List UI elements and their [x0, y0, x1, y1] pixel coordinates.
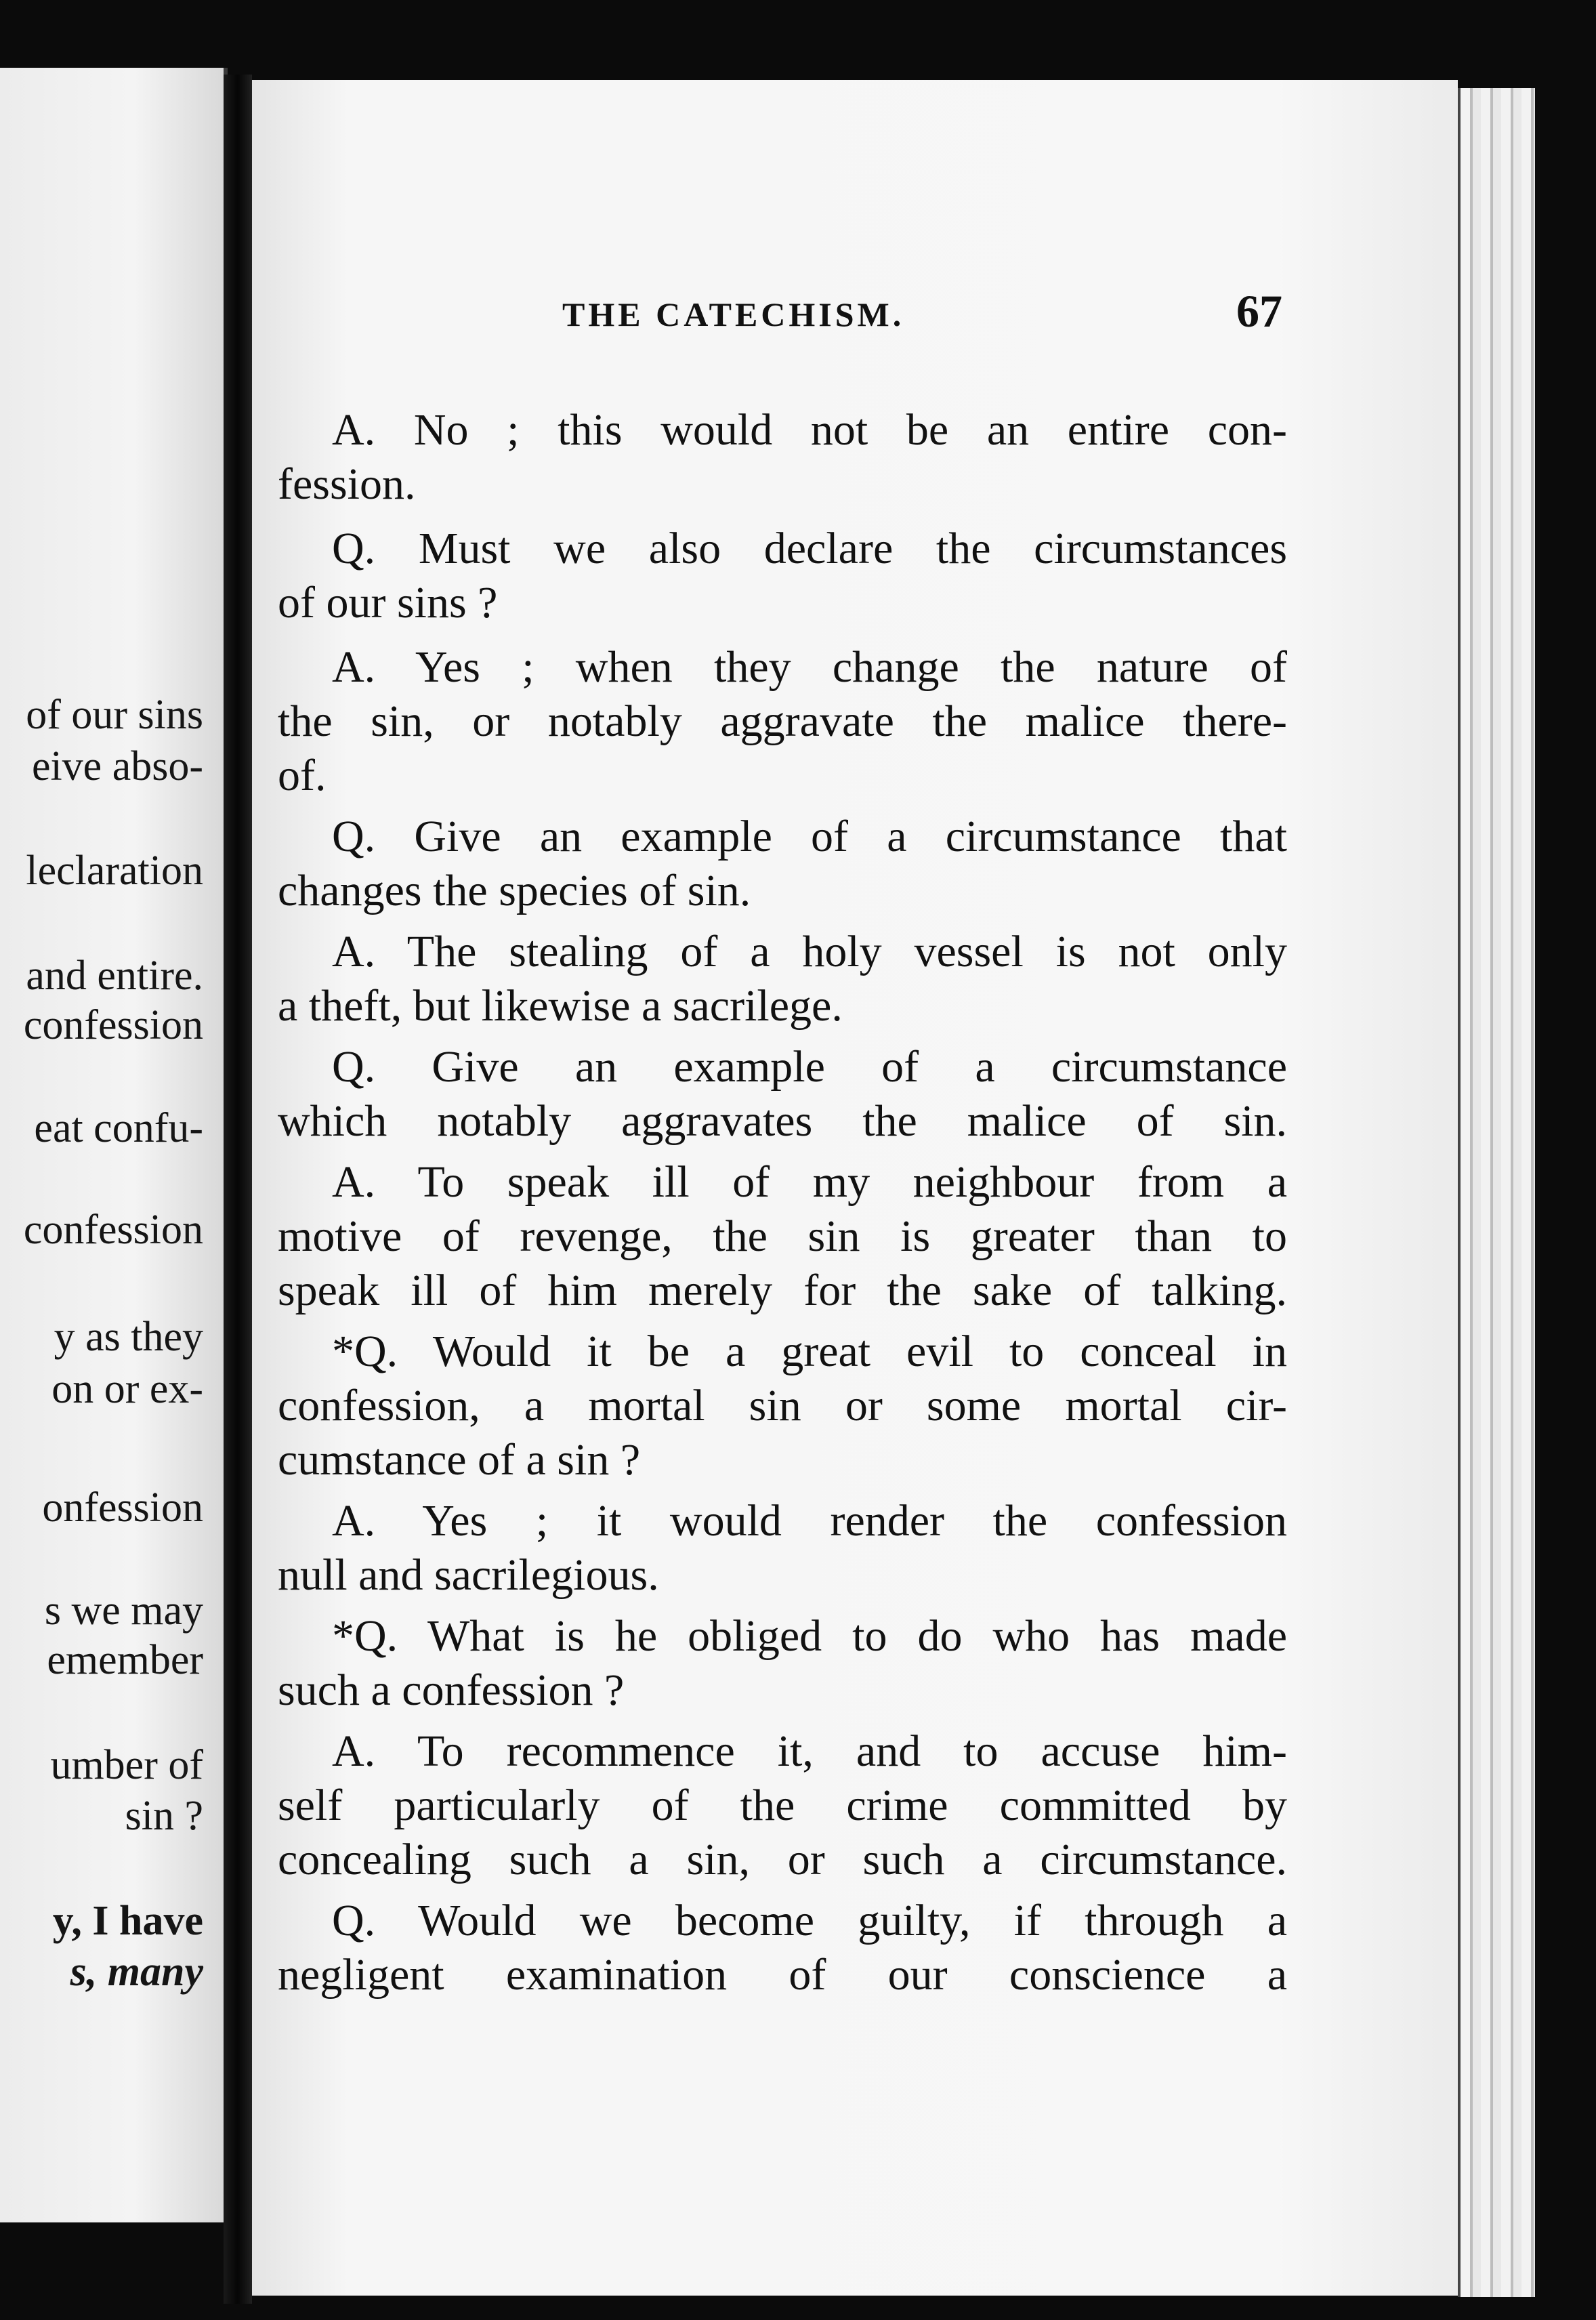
- left-page-text-line: confession: [23, 1207, 203, 1253]
- text-line: negligent examination of our conscience a: [278, 1950, 1287, 2000]
- left-page-text-line: and entire.: [26, 953, 203, 999]
- text-line: changes the species of sin.: [278, 866, 751, 915]
- left-page-text-line: confession: [23, 1002, 203, 1048]
- text-line: speak ill of him merely for the sake of talking.: [278, 1266, 1287, 1315]
- text-line: Q. Give an example of a circumstance that: [332, 812, 1287, 861]
- left-page-text-line: umber of: [50, 1742, 203, 1788]
- left-page-text-line: y, I have: [52, 1898, 203, 1944]
- running-head: THE CATECHISM.: [562, 295, 905, 333]
- left-page-text-line: y as they: [54, 1314, 203, 1360]
- page-number: 67: [1236, 285, 1282, 337]
- left-page-text-line: on or ex-: [51, 1366, 203, 1412]
- text-line: A. To recommence it, and to accuse him-: [332, 1726, 1287, 1776]
- text-line: motive of revenge, the sin is greater than to: [278, 1211, 1287, 1261]
- text-line: Q. Give an example of a circumstance: [332, 1042, 1287, 1092]
- left-page-text-line: sin ?: [125, 1793, 203, 1839]
- text-line: concealing such a sin, or such a circumstance.: [278, 1835, 1287, 1884]
- text-line: *Q. What is he obliged to do who has made: [332, 1611, 1287, 1661]
- text-line: null and sacrilegious.: [278, 1550, 659, 1600]
- left-page-text-line: emember: [47, 1637, 203, 1683]
- left-page-text-line: s, many: [70, 1949, 203, 1995]
- text-line: of.: [278, 751, 327, 800]
- text-line: A. Yes ; when they change the nature of: [332, 642, 1287, 692]
- text-line: A. The stealing of a holy vessel is not only: [332, 927, 1287, 976]
- left-page-text-line: of our sins: [26, 692, 203, 738]
- text-line: the sin, or notably aggravate the malice there-: [278, 697, 1287, 746]
- text-line: a theft, but likewise a sacrilege.: [278, 981, 843, 1031]
- text-line: *Q. Would it be a great evil to conceal in: [332, 1327, 1287, 1376]
- page-edges: [1458, 88, 1535, 2297]
- text-line: A. Yes ; it would render the confession: [332, 1496, 1287, 1546]
- text-line: such a confession ?: [278, 1665, 625, 1715]
- left-page-text-line: onfession: [42, 1485, 203, 1531]
- left-page-text-line: eive abso-: [31, 743, 203, 789]
- left-page-text-line: eat confu-: [34, 1105, 203, 1151]
- text-line: confession, a mortal sin or some mortal cir-: [278, 1381, 1287, 1430]
- text-line: Q. Must we also declare the circumstances: [332, 524, 1287, 573]
- text-line: fession.: [278, 459, 416, 509]
- text-line: self particularly of the crime committed by: [278, 1781, 1287, 1830]
- left-page-text-line: leclaration: [26, 848, 203, 894]
- left-page-text-line: s we may: [44, 1588, 203, 1634]
- text-line: A. No ; this would not be an entire con-: [332, 405, 1287, 455]
- text-line: A. To speak ill of my neighbour from a: [332, 1157, 1287, 1207]
- left-page: [0, 68, 228, 2222]
- text-line: cumstance of a sin ?: [278, 1435, 641, 1485]
- text-line: Q. Would we become guilty, if through a: [332, 1896, 1287, 1945]
- text-line: of our sins ?: [278, 578, 498, 627]
- book-gutter: [224, 75, 252, 2304]
- text-line: which notably aggravates the malice of sin.: [278, 1096, 1287, 1146]
